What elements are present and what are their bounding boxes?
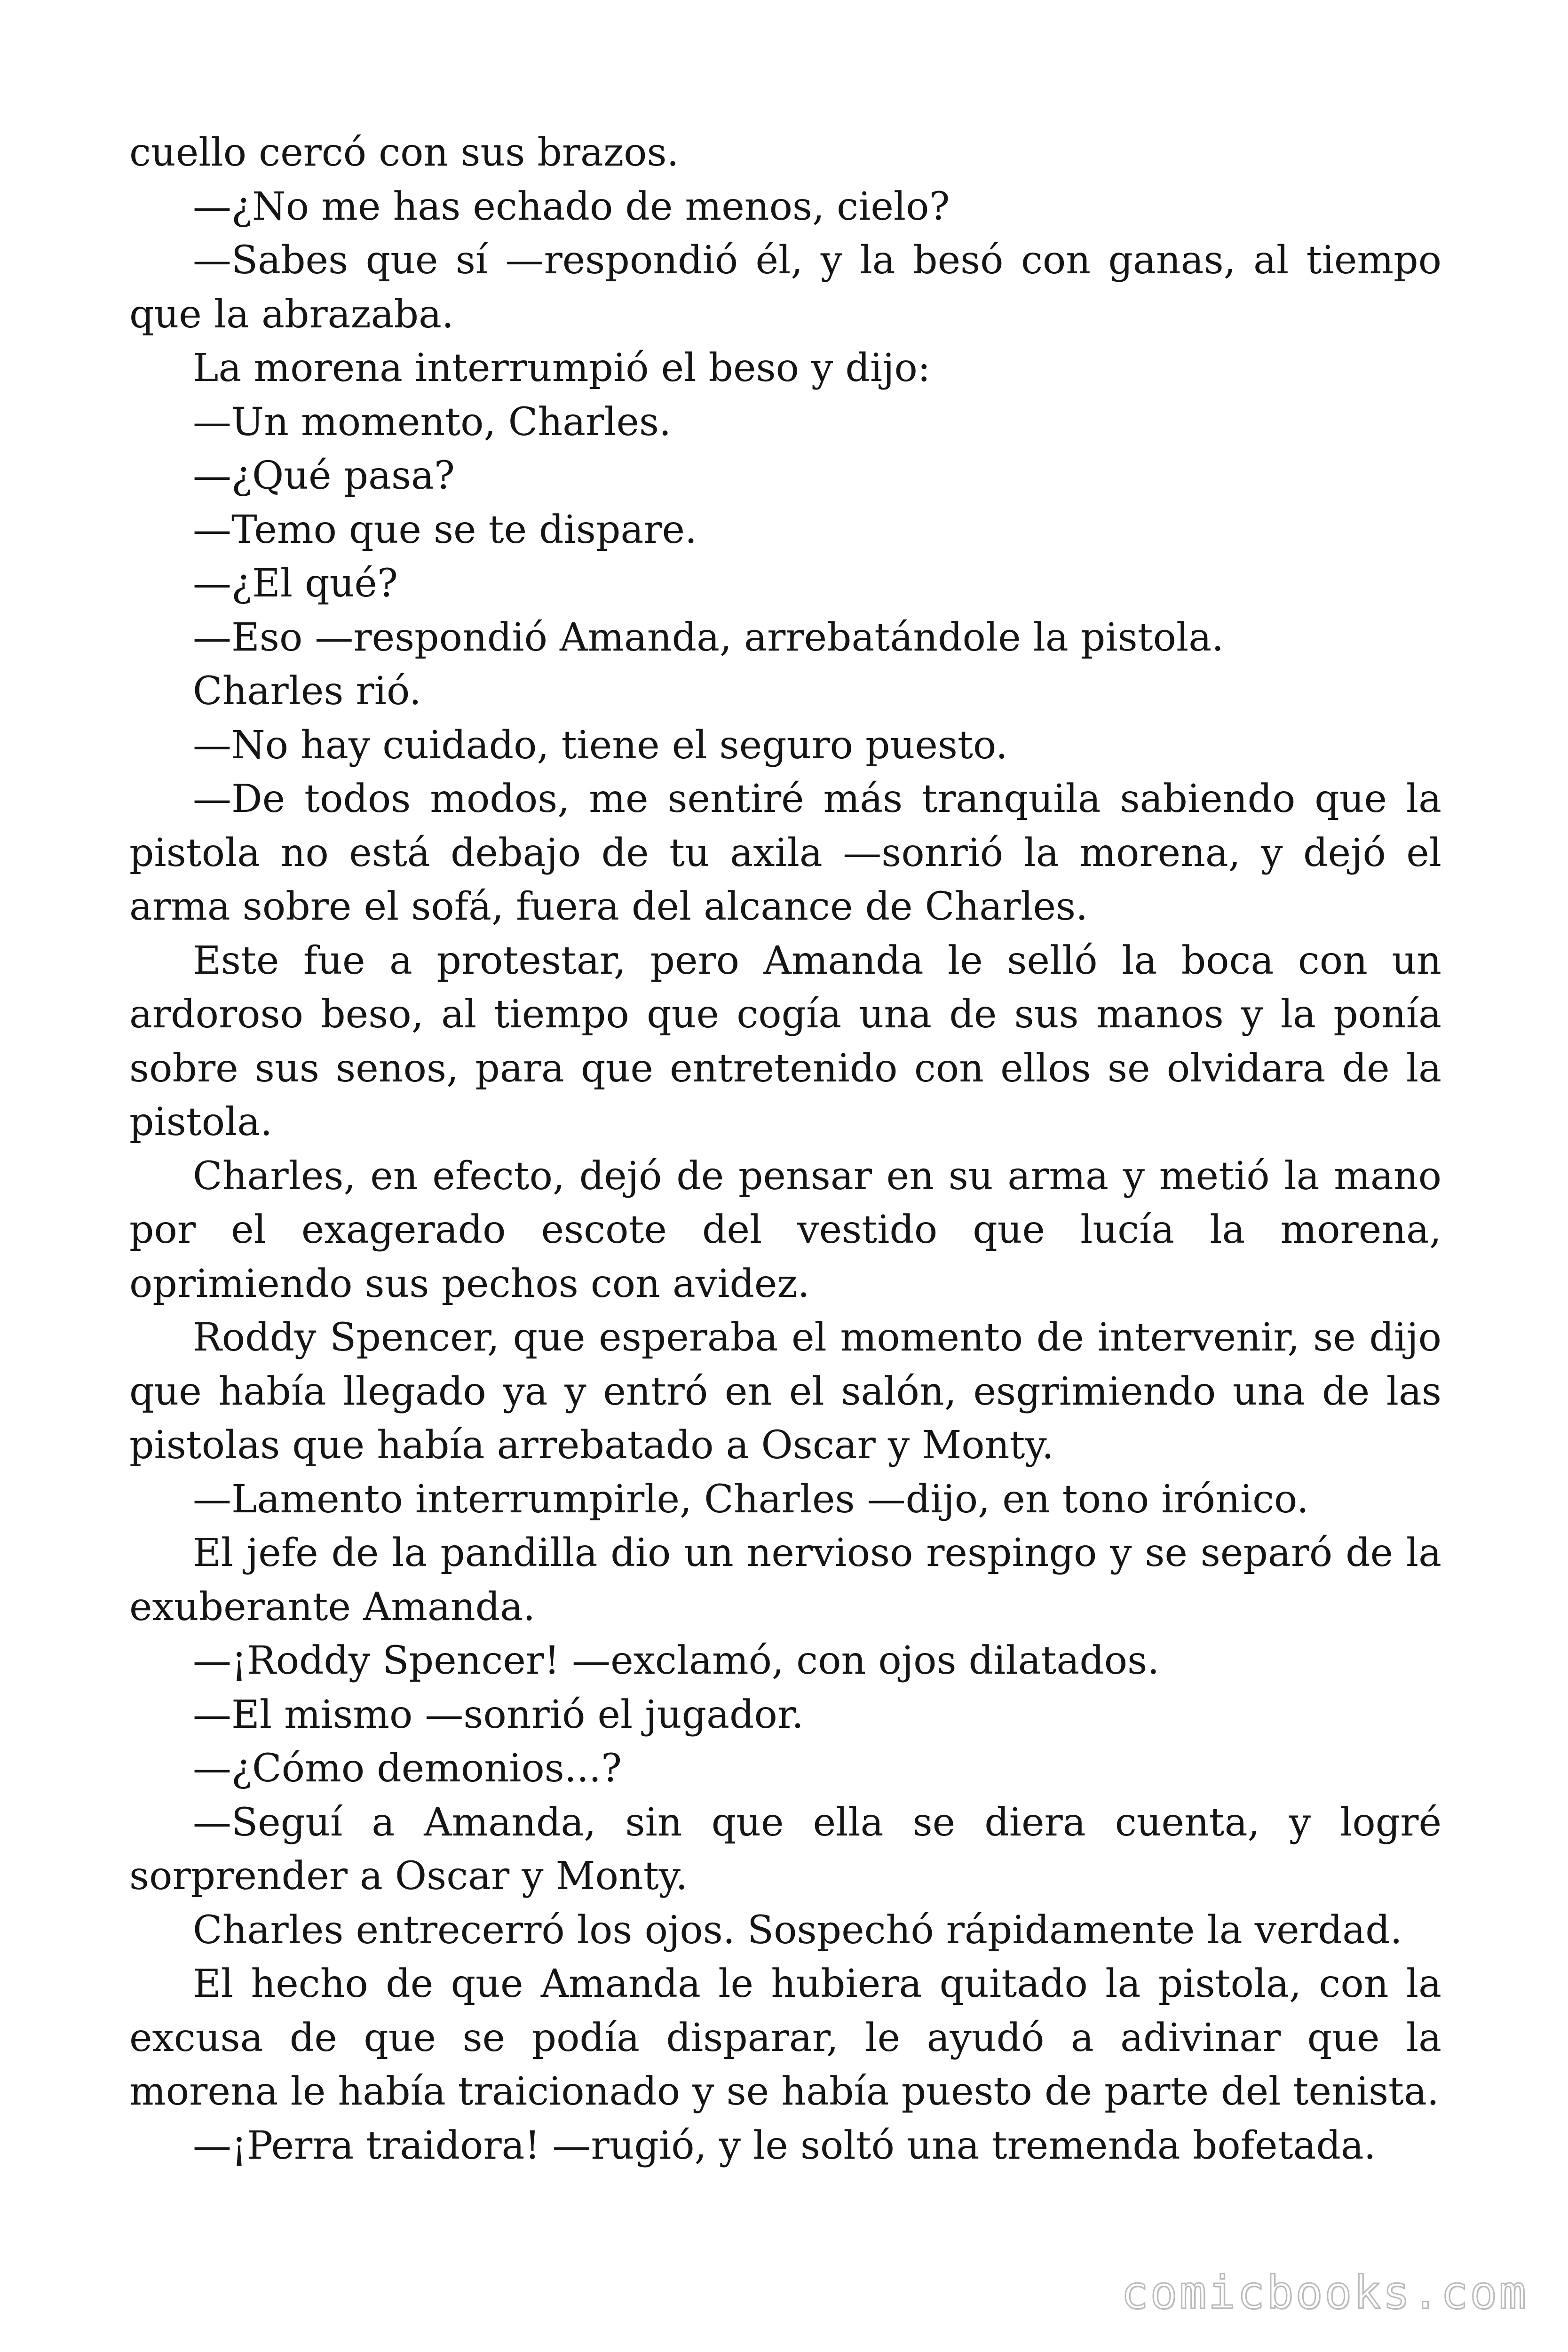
watermark: comicbooks.com (1121, 2266, 1528, 2319)
paragraph: —¡Roddy Spencer! —exclamó, con ojos dilatados. (193, 1638, 1160, 1683)
paragraph: El hecho de que Amanda le hubiera quitado la pistola, con la excusa de que se podía disparar, le ayudó a adivinar que la morena le había traicionado y se había puesto de parte del tenista. (129, 1962, 1441, 2114)
paragraph: Charles rió. (193, 669, 421, 714)
paragraph: —Temo que se te dispare. (193, 507, 697, 552)
paragraph: —Un momento, Charles. (193, 399, 672, 445)
paragraph: —¿No me has echado de menos, cielo? (193, 184, 950, 229)
paragraph: —El mismo —sonrió el jugador. (193, 1692, 804, 1737)
paragraph: Roddy Spencer, que esperaba el momento de intervenir, se dijo que había llegado ya y entró en el salón, esgrimiendo una de las pistolas que había arrebatado a Oscar y Monty. (129, 1315, 1441, 1468)
paragraph: cuello cercó con sus brazos. (129, 130, 679, 175)
paragraph: Este fue a protestar, pero Amanda le selló la boca con un ardoroso beso, al tiempo que cogía una de sus manos y la ponía sobre sus senos, para que entretenido con ellos se olvidara de la pistola. (129, 938, 1441, 1144)
paragraph: —¿Qué pasa? (193, 453, 455, 498)
paragraph: —¡Perra traidora! —rugió, y le soltó una tremenda bofetada. (193, 2123, 1376, 2168)
paragraph: —¿Cómo demonios...? (193, 1746, 622, 1791)
page-text (129, 126, 1441, 2173)
paragraph: Charles entrecerró los ojos. Sospechó rápidamente la verdad. (193, 1907, 1402, 1953)
paragraph: —Sabes que sí —respondió él, y la besó con ganas, al tiempo que la abrazaba. (129, 238, 1441, 337)
paragraph: La morena interrumpió el beso y dijo: (193, 346, 931, 390)
paragraph: —Lamento interrumpirle, Charles —dijo, en tono irónico. (193, 1477, 1309, 1522)
paragraph: —De todos modos, me sentiré más tranquila sabiendo que la pistola no está debajo de tu axila —sonrió la morena, y dejó el arma sobre el sofá, fuera del alcance de Charles. (129, 777, 1441, 929)
paragraph: Charles, en efecto, dejó de pensar en su arma y metió la mano por el exagerado escote del vestido que lucía la morena, oprimiendo sus pechos con avidez. (129, 1153, 1441, 1306)
paragraph: —Seguí a Amanda, sin que ella se diera cuenta, y logré sorprender a Oscar y Monty. (129, 1800, 1441, 1899)
paragraph: —No hay cuidado, tiene el seguro puesto. (193, 723, 1008, 768)
paragraph: —¿El qué? (193, 561, 398, 606)
paragraph: —Eso —respondió Amanda, arrebatándole la pistola. (193, 615, 1224, 660)
paragraph: El jefe de la pandilla dio un nervioso respingo y se separó de la exuberante Amanda. (129, 1531, 1441, 1629)
